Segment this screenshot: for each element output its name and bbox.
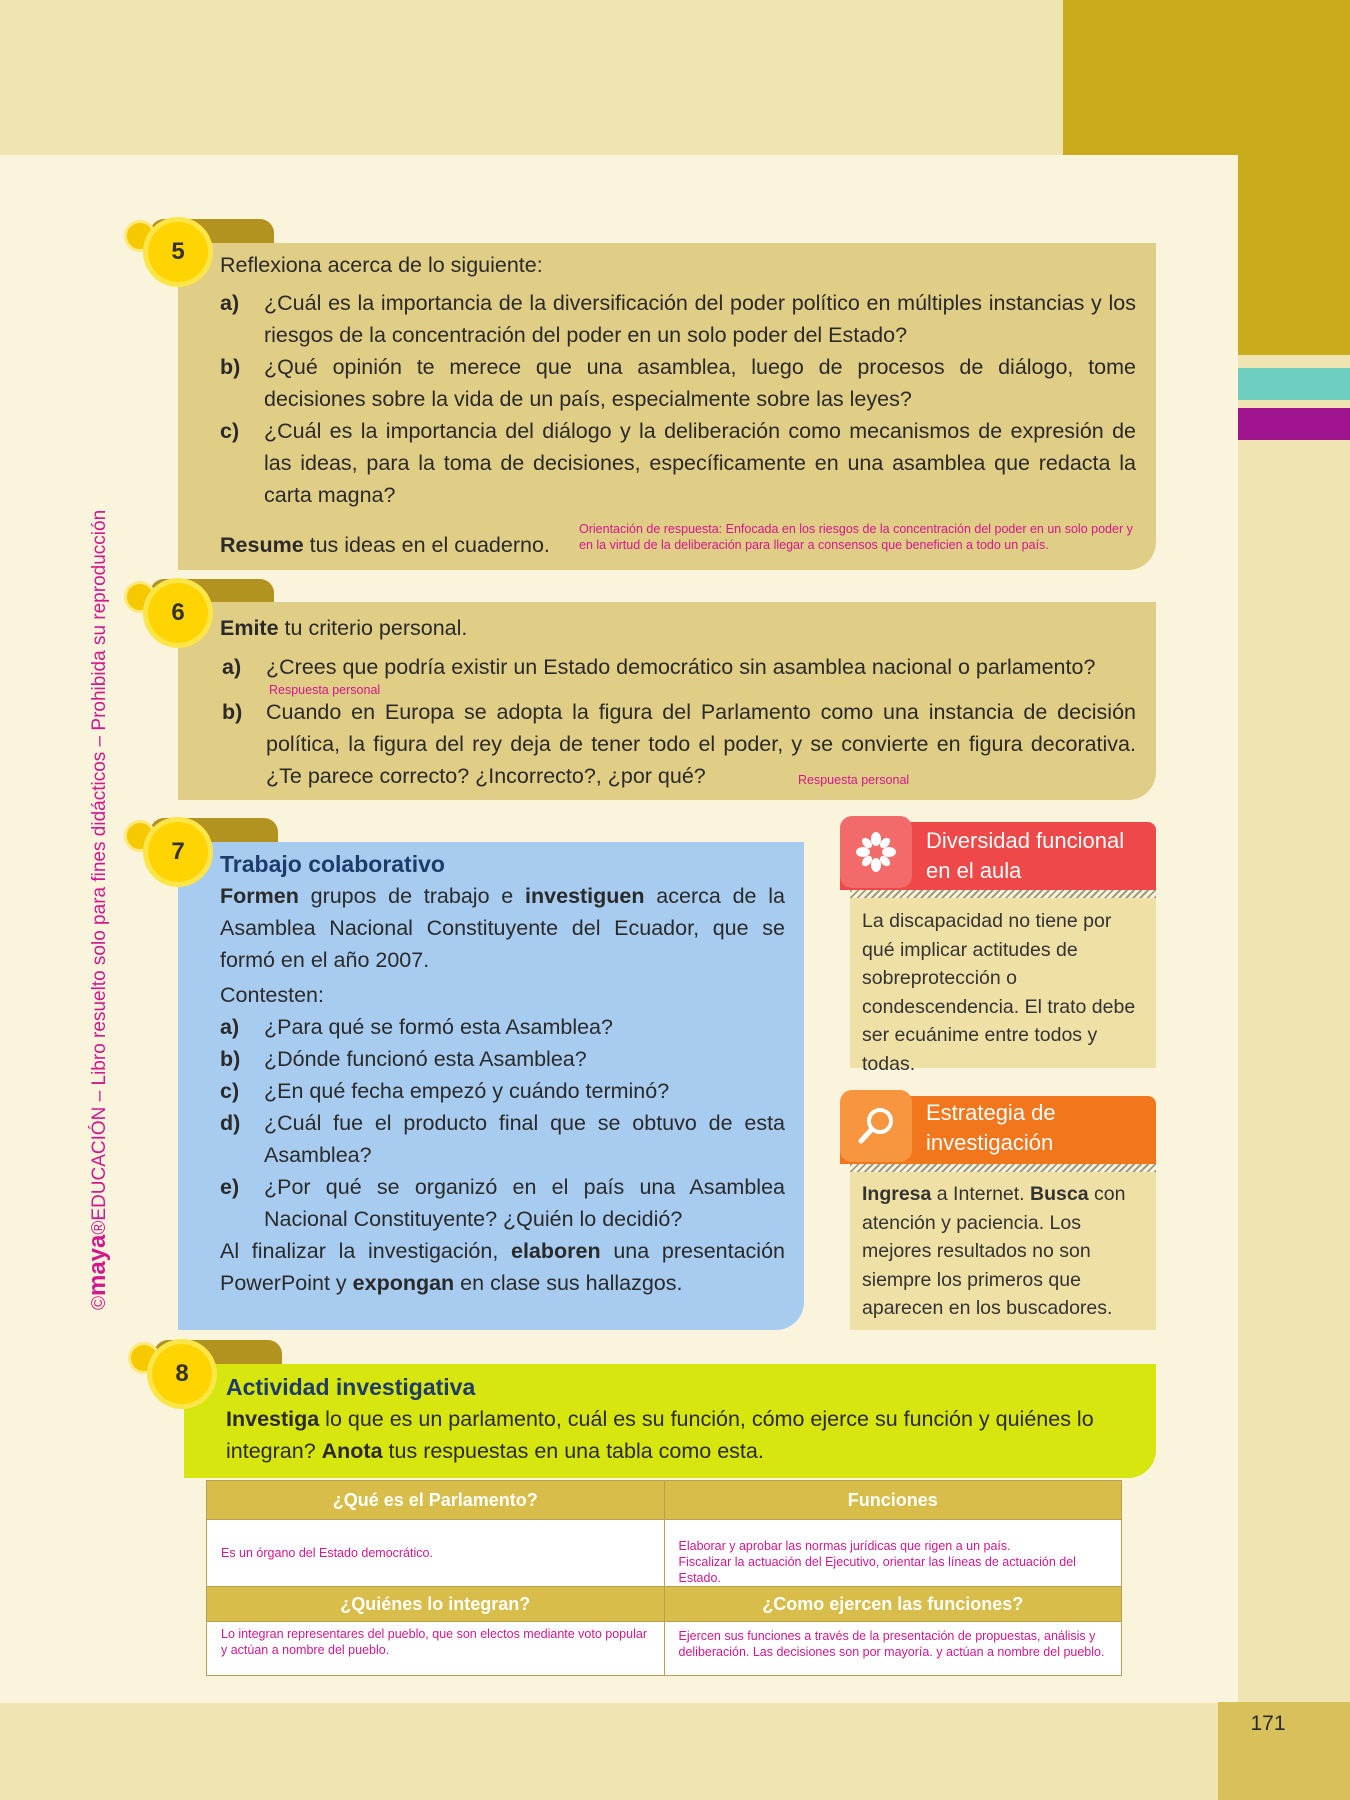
magnifier-icon [840, 1090, 912, 1162]
activity-6-note-a: Respuesta personal [269, 683, 381, 697]
diversity-box-text: La discapacidad no tiene por qué implicar actitudes de sobreprotección o condescendencia. El trato debe ser ecuánime entre todos y todas. [862, 910, 1136, 1075]
activity-7-item-c: c) ¿En qué fecha empezó y cuándo terminó? [220, 1079, 670, 1103]
activity-7-item-e: e) ¿Por qué se organizó en el país una Asamblea Nacional Constituyente? ¿Quién lo decidió? [220, 1175, 785, 1231]
answer-table [206, 1480, 1122, 1676]
activity-5-answer-note: Orientación de respuesta: Enfocada en los riesgos de la concentración del poder en un solo poder y en la virtud de la deliberación para llegar a consensos que beneficien a todo un país. [579, 522, 1133, 552]
table-header-what: ¿Qué es el Parlamento? [207, 1481, 665, 1520]
activity-8-text: Investiga lo que es un parlamento, cuál es su función, cómo ejerce su función y quiénes lo integran? Anota tus respuestas en una tabla como esta. [226, 1407, 1094, 1463]
strategy-box-text: Ingresa a Internet. Busca con atención y paciencia. Los mejores resultados no son siempre los primeros que aparecen en los buscadores. [862, 1183, 1126, 1319]
activity-5-item-c: c) ¿Cuál es la importancia del diálogo y la deliberación como mecanismos de expresión de las ideas, para la toma de decisiones, específicamente en una asamblea que redacta la carta magna? [220, 419, 1136, 507]
activity-8-badge: 8 [152, 1344, 212, 1404]
table-cell: Es un órgano del Estado democrático. [207, 1520, 665, 1587]
activity-5-intro: Reflexiona acerca de lo siguiente: [220, 253, 543, 277]
table-cell: Elaborar y aprobar las normas jurídicas que rigen a un país. Fiscalizar la actuación del Ejecutivo, orientar las líneas de actuación del Estado. [664, 1520, 1122, 1587]
divider [850, 1164, 1156, 1172]
activity-8-title: Actividad investigativa [226, 1374, 476, 1400]
divider [850, 890, 1156, 898]
right-strip [1238, 155, 1350, 355]
magenta-tab [1238, 408, 1350, 440]
corner-block [1063, 0, 1350, 155]
copyright-vertical: ©maya®EDUCACIÓN – Libro resuelto solo para fines didácticos – Prohibida su reproducción [84, 509, 111, 1310]
activity-7-content [220, 848, 785, 1299]
activity-6-badge: 6 [148, 583, 208, 643]
activity-5-content [220, 249, 1136, 511]
activity-7-answer-label: Contesten: [220, 983, 324, 1007]
flower-icon [840, 816, 912, 888]
bottom-band [0, 1740, 1350, 1800]
activity-5-closing: Resume tus ideas en el cuaderno. [220, 533, 550, 557]
table-cell: Lo integran representares del pueblo, que son electos mediante voto popular y actúan a nombre del pueblo. [207, 1622, 665, 1676]
activity-5-badge: 5 [148, 222, 208, 282]
activity-7-item-b: b) ¿Dónde funcionó esta Asamblea? [220, 1047, 587, 1071]
activity-7-item-a: a) ¿Para qué se formó esta Asamblea? [220, 1015, 613, 1039]
activity-5-item-a: a) ¿Cuál es la importancia de la diversificación del poder político en múltiples instancias y los riesgos de la concentración del poder en un solo poder del Estado? [220, 291, 1136, 347]
activity-8-content [226, 1371, 1138, 1467]
brand-logo: maya [84, 1234, 111, 1296]
table-header-how: ¿Como ejercen las funciones? [664, 1587, 1122, 1622]
activity-5-item-b: b) ¿Qué opinión te merece que una asamblea, luego de procesos de diálogo, tome decisiones sobre la vida de un país, especialmente sobre las leyes? [220, 355, 1136, 411]
activity-6-item-b: b) Cuando en Europa se adopta la figura del Parlamento como una instancia de decisión política, la figura del rey deja de tener todo el poder, y se convierte en figura decorativa. ¿Te parece correcto? ¿Incorrecto?, ¿por qué? [222, 700, 1136, 788]
diversity-box-title: Diversidad funcional en el aula [926, 828, 1125, 883]
activity-6-note-b: Respuesta personal [798, 773, 910, 787]
activity-6-item-a: a) ¿Crees que podría existir un Estado democrático sin asamblea nacional o parlamento? [222, 655, 1096, 679]
activity-7-closing: Al finalizar la investigación, elaboren una presentación PowerPoint y expongan en clase sus hallazgos. [220, 1239, 785, 1295]
strategy-box-body [850, 1172, 1156, 1330]
table-cell: Ejercen sus funciones a través de la presentación de propuestas, análisis y deliberación. Las decisiones son por mayoría. y actúan a nombre del pueblo. [664, 1622, 1122, 1676]
activity-6-intro: Emite tu criterio personal. [220, 616, 468, 640]
table-header-functions: Funciones [664, 1481, 1122, 1520]
table-header-who: ¿Quiénes lo integran? [207, 1587, 665, 1622]
activity-7-title: Trabajo colaborativo [220, 851, 445, 877]
right-margin [1238, 355, 1350, 1705]
diversity-box-body [850, 898, 1156, 1075]
page-number: 171 [1250, 1712, 1286, 1735]
teal-tab [1238, 368, 1350, 400]
activity-7-badge: 7 [148, 822, 208, 882]
activity-7-item-d: d) ¿Cuál fue el producto final que se obtuvo de esta Asamblea? [220, 1111, 785, 1167]
strategy-box-title: Estrategia de investigación [926, 1100, 1056, 1155]
activity-7-intro: Formen grupos de trabajo e investiguen acerca de la Asamblea Nacional Constituyente del Ecuador, que se formó en el año 2007. [220, 884, 786, 972]
